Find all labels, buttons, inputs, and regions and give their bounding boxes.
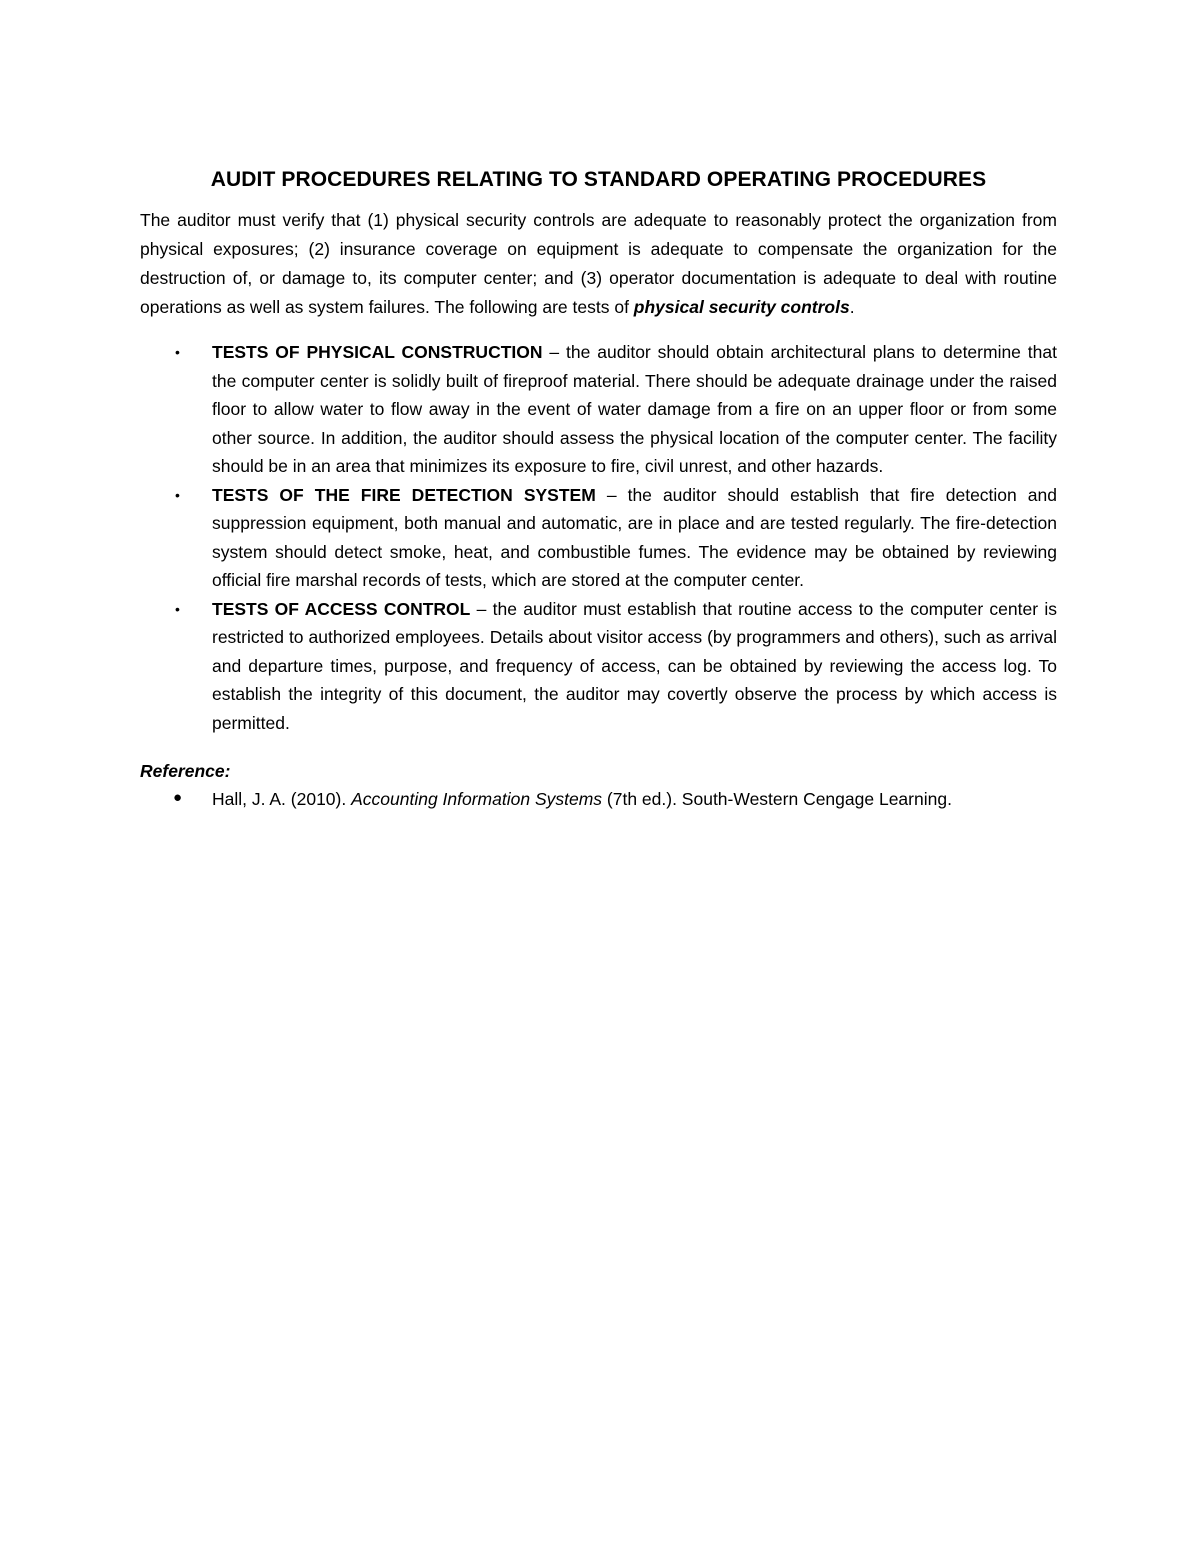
intro-emphasis: physical security controls [633,297,850,317]
test-heading: TESTS OF ACCESS CONTROL [212,598,471,619]
reference-author: Hall, J. A. (2010). [212,789,352,809]
test-text: – the auditor should establish that fire detection and suppression equipment, both manual and automatic, are in place and are tested regularly. The fire-detection system should detect smoke, heat, and combustible fumes. The evidence may be obtained by reviewing official fire marshal records of tests, which are stored at the computer center. [212,484,1058,590]
test-text: – the auditor should obtain architectural plans to determine that the computer center is solidly built of fireproof material. There should be adequate drainage under the raised floor to allow water to flow away in the event of water damage from a fire on an upper floor or from some other source. In addition, the auditor should assess the physical location of the computer center. The facility should be in an area that minimizes its exposure to fire, civil unrest, and other hazards. [212,342,1057,476]
intro-text: The auditor must verify that (1) physical security controls are adequate to reasonably protect the organization from physical exposures; (2) insurance coverage on equipment is adequate to compensate the organization for the destruction of, or damage to, its computer center; and (3) operator documentation is adequate to deal with routine operations as well as system failures. The following are tests of [140,210,1057,317]
document-title: AUDIT PROCEDURES RELATING TO STANDARD OPERATING PROCEDURES [210,168,987,191]
reference-publisher: (7th ed.). South-Western Cengage Learning. [602,789,952,809]
bullet-icon: • [175,344,180,360]
reference-heading: Reference: [140,761,231,781]
document-page [140,168,1057,813]
test-heading: TESTS OF PHYSICAL CONSTRUCTION [212,342,543,362]
test-text: – the auditor must establish that routine access to the computer center is restricted to authorized employees. Details about visitor access (by programmers and others), such as arrival and departure times, purpose, and frequency of access, can be obtained by reviewing the access log. To establish the integrity of this document, the auditor may covertly observe the process by which access is permitted. [212,598,1057,733]
bullet-icon: • [175,486,180,503]
list-item [140,595,1057,738]
tests-list [140,338,1057,737]
reference-title: Accounting Information Systems [351,789,603,809]
list-item [140,338,1057,481]
test-heading: TESTS OF THE FIRE DETECTION SYSTEM [212,484,596,505]
reference-list [140,785,1057,813]
intro-paragraph [140,206,1057,322]
reference-item [140,785,1057,813]
list-item [140,481,1057,595]
bullet-icon: ● [173,789,183,806]
bullet-icon: • [175,600,180,617]
intro-end: . [849,297,855,317]
